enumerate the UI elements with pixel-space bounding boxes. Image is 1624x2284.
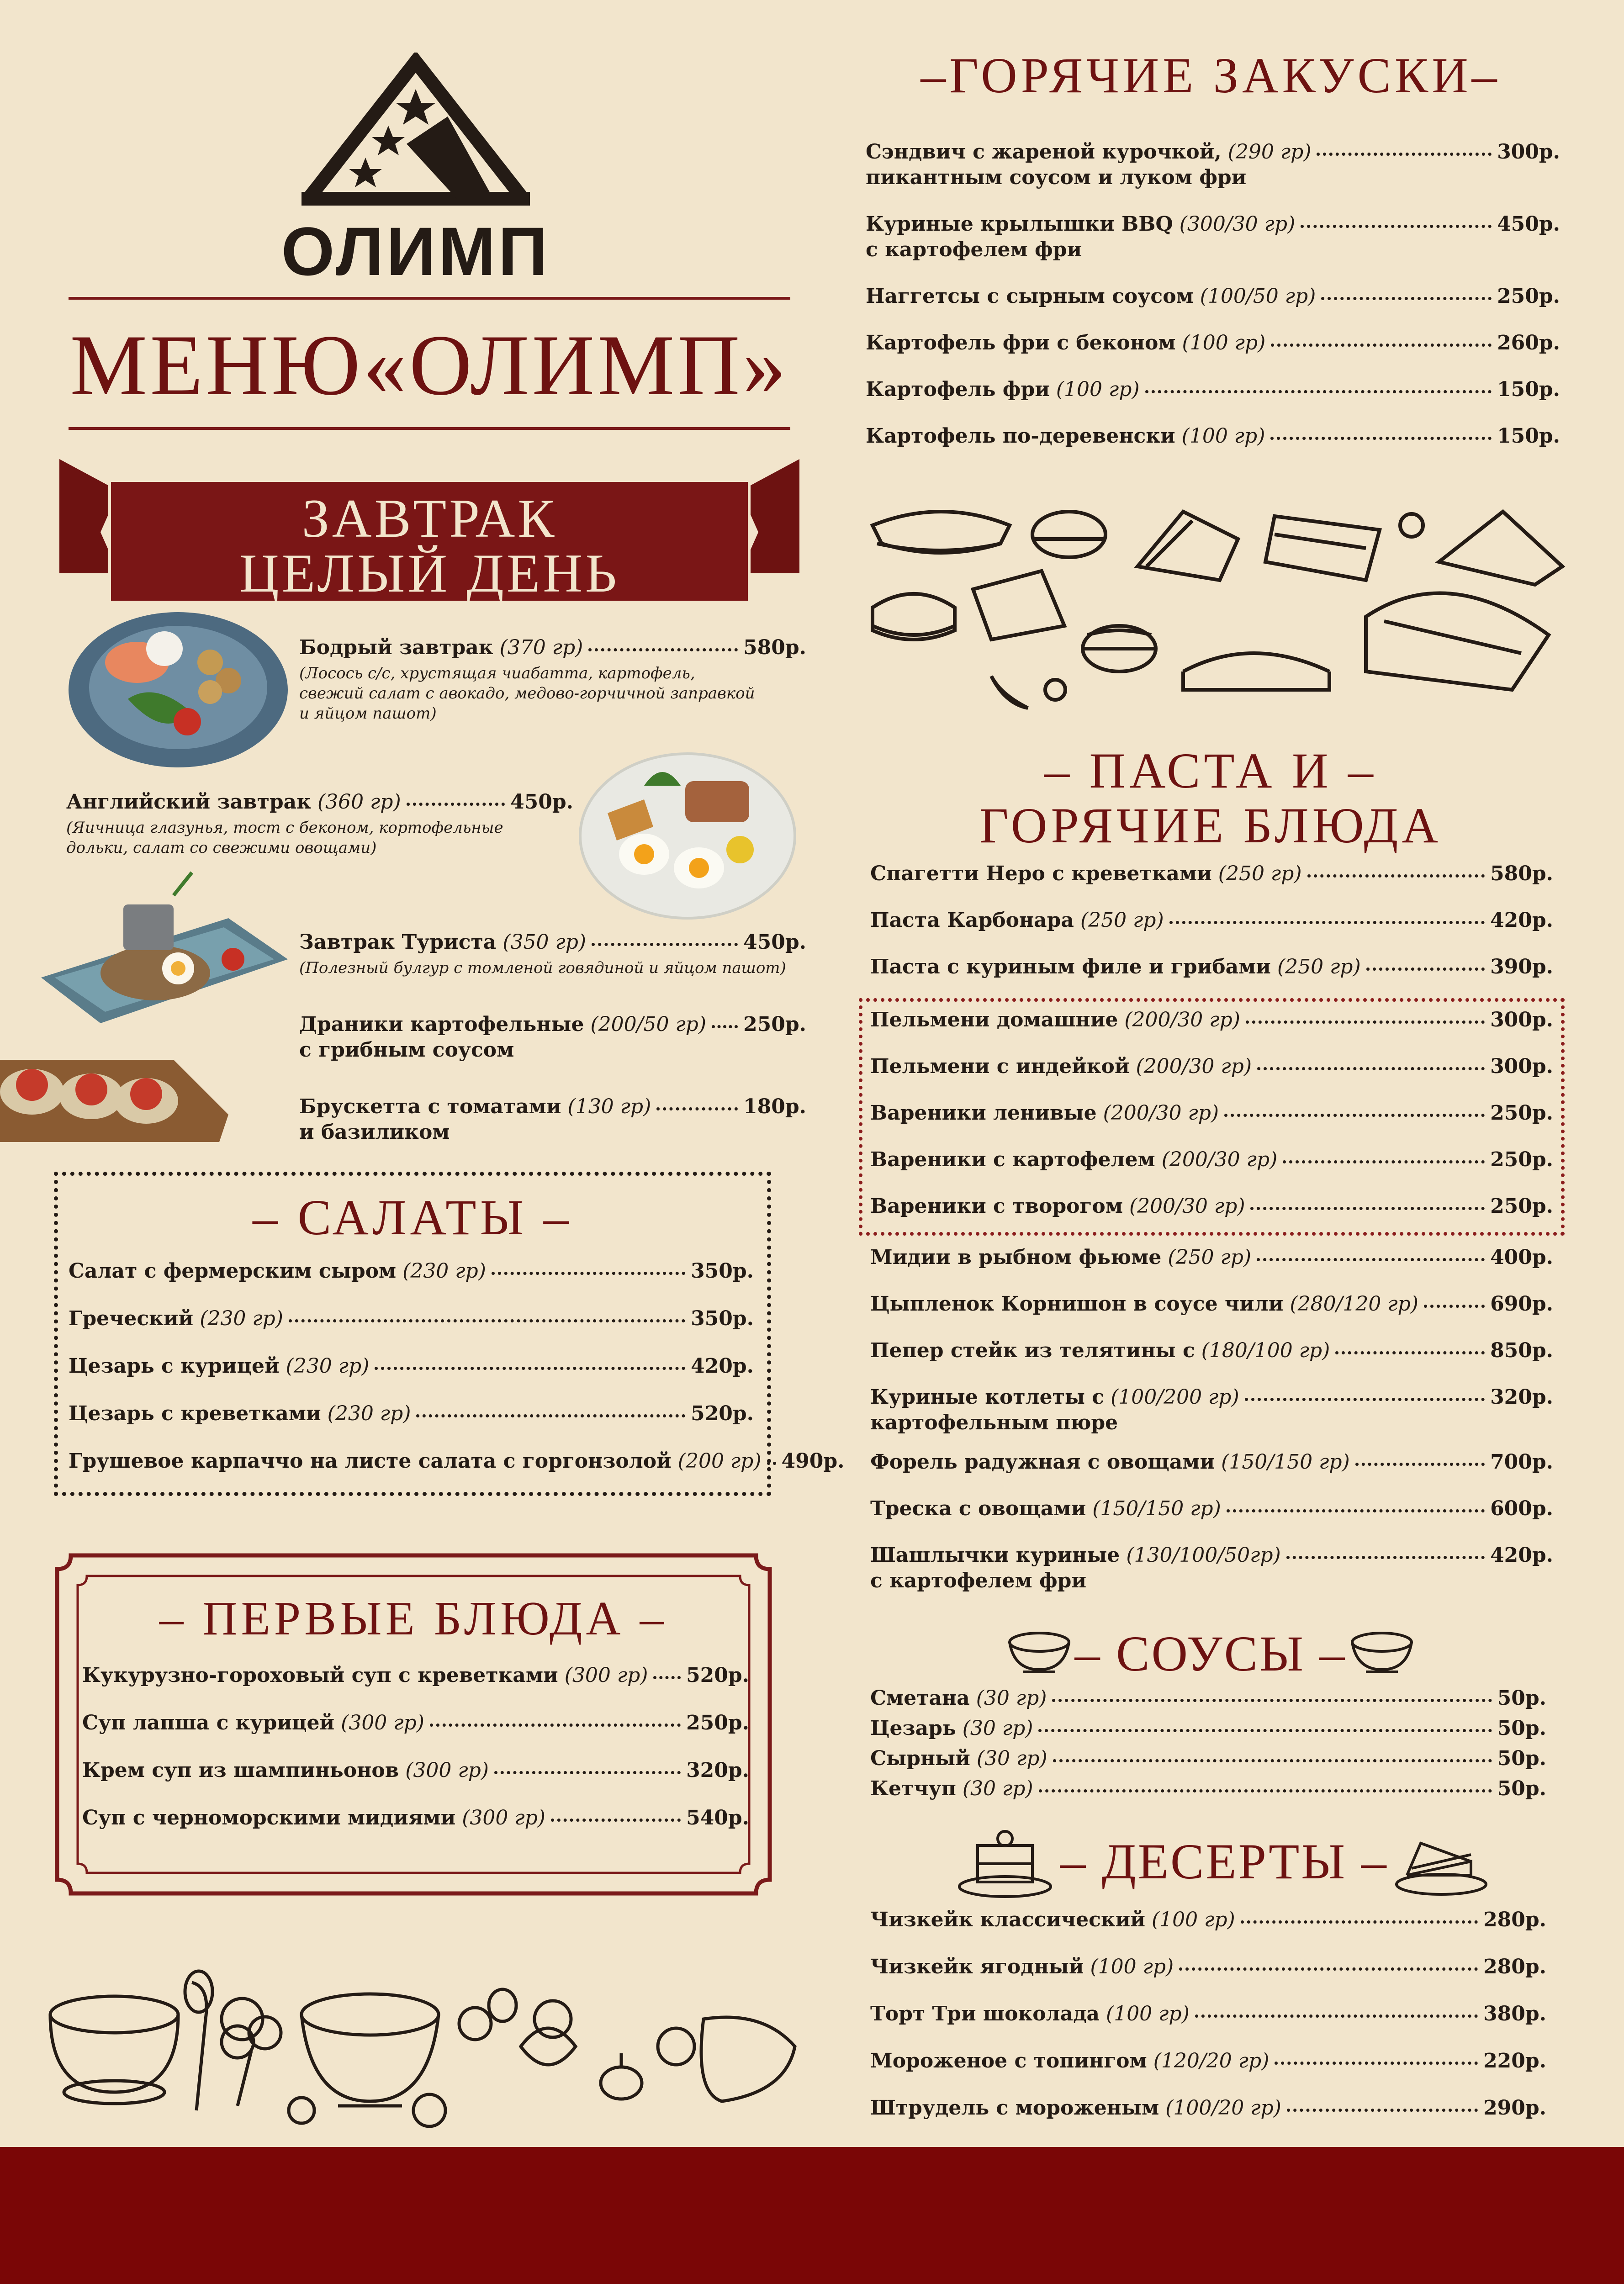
leader-dots xyxy=(1275,2062,1478,2065)
menu-item xyxy=(66,789,573,858)
item-weight: (250 гр) xyxy=(1080,909,1164,932)
item-weight: (30 гр) xyxy=(976,1687,1047,1710)
item-weight: (300/30 гр) xyxy=(1179,212,1296,236)
logo-mountain-icon xyxy=(256,53,576,226)
menu-item xyxy=(866,377,1560,402)
leader-dots xyxy=(1257,1258,1485,1261)
item-description: (Полезный булгур с томленой говядиной и яйцом пашот) xyxy=(299,959,786,977)
menu-item xyxy=(299,1094,806,1145)
item-price: 580р. xyxy=(743,636,806,659)
leader-dots xyxy=(1039,1789,1492,1792)
item-name: Вареники с творогом xyxy=(870,1195,1123,1218)
leader-dots xyxy=(1227,1509,1485,1512)
item-weight: (100 гр) xyxy=(1090,1955,1174,1978)
soup-sketch-illustration xyxy=(27,1964,804,2133)
item-price: 250р. xyxy=(686,1711,749,1734)
leader-dots xyxy=(1270,437,1492,440)
menu-item xyxy=(69,1353,754,1379)
item-name: Паста с куриным филе и грибами xyxy=(870,955,1271,978)
item-price: 280р. xyxy=(1483,1908,1546,1931)
item-price: 290р. xyxy=(1483,2096,1546,2120)
menu-item xyxy=(870,1449,1553,1475)
soups-title: – ПЕРВЫЕ БЛЮДА – xyxy=(159,1591,668,1645)
leader-dots xyxy=(1241,1920,1478,1924)
item-price: 300р. xyxy=(1490,1008,1553,1031)
item-price: 520р. xyxy=(691,1402,754,1425)
breakfast-item-5 xyxy=(299,1094,806,1145)
menu-item xyxy=(870,954,1553,980)
item-name: Пельмени домашние xyxy=(870,1008,1118,1031)
footer-band xyxy=(0,2147,1624,2284)
cake-icon xyxy=(955,1823,1055,1900)
item-weight: (300 гр) xyxy=(564,1664,648,1687)
leader-dots xyxy=(1307,874,1485,878)
item-name: Брускетта с томатами xyxy=(299,1095,561,1118)
item-price: 450р. xyxy=(1497,212,1560,236)
breakfast-plate-photo xyxy=(59,594,297,777)
item-weight: (280/120 гр) xyxy=(1290,1292,1418,1316)
menu-item xyxy=(866,139,1560,190)
item-name: Шашлычки куриные xyxy=(870,1544,1120,1567)
item-name: Грушевое карпаччо на листе салата с горгонзолой xyxy=(69,1449,672,1473)
item-price: 300р. xyxy=(1490,1055,1553,1078)
sauce-bowl-icon-right xyxy=(1348,1628,1416,1679)
menu-item xyxy=(870,2001,1546,2027)
item-description: (Лосось с/с, хрустящая чиабатта, картофель, свежий салат с авокадо, медово-горчичной заправкой и яйцом пашот) xyxy=(299,664,755,723)
item-weight: (300 гр) xyxy=(341,1711,424,1734)
salads-title: – САЛАТЫ – xyxy=(253,1190,572,1245)
leader-dots xyxy=(588,648,738,651)
item-name: Мороженое с топингом xyxy=(870,2049,1147,2073)
leader-dots xyxy=(430,1724,681,1727)
menu-item xyxy=(870,1543,1553,1594)
item-price: 580р. xyxy=(1490,862,1553,885)
item-name: Вареники ленивые xyxy=(870,1101,1097,1125)
item-price: 850р. xyxy=(1490,1339,1553,1362)
leader-dots xyxy=(1286,1556,1485,1559)
item-weight: (230 гр) xyxy=(200,1307,283,1330)
item-price: 180р. xyxy=(743,1095,806,1118)
menu-item xyxy=(299,1012,806,1063)
menu-item xyxy=(82,1758,749,1783)
menu-item xyxy=(870,1954,1546,1980)
item-weight: (300 гр) xyxy=(462,1806,545,1829)
item-name: Куриные крылышки BBQ xyxy=(866,212,1173,236)
item-subline: с картофелем фри xyxy=(866,238,1082,261)
item-weight: (200/30 гр) xyxy=(1161,1148,1278,1171)
pasta-title-line2: ГОРЯЧИЕ БЛЮДА xyxy=(979,798,1442,853)
item-price: 420р. xyxy=(1490,909,1553,932)
item-name: Суп лапша с курицей xyxy=(82,1711,335,1734)
item-name: Торт Три шоколада xyxy=(870,2002,1100,2025)
item-name: Пепер стейк из телятины с xyxy=(870,1339,1195,1362)
item-weight: (200 гр) xyxy=(677,1449,762,1473)
menu-item xyxy=(82,1710,749,1736)
breakfast-banner-line1: ЗАВТРАК xyxy=(302,488,557,549)
item-name: Чизкейк классический xyxy=(870,1908,1145,1931)
leader-dots xyxy=(1335,1351,1485,1354)
item-price: 50р. xyxy=(1497,1777,1546,1800)
item-name: Картофель фри xyxy=(866,378,1050,401)
menu-item xyxy=(870,1291,1553,1317)
item-weight: (180/100 гр) xyxy=(1201,1339,1330,1362)
item-weight: (370 гр) xyxy=(499,636,583,659)
item-weight: (290 гр) xyxy=(1227,140,1312,164)
item-name: Греческий xyxy=(69,1307,194,1330)
leader-dots xyxy=(1301,225,1492,228)
item-weight: (150/150 гр) xyxy=(1221,1450,1350,1474)
item-weight: (130 гр) xyxy=(567,1095,651,1118)
menu-item xyxy=(82,1805,749,1831)
menu-item xyxy=(870,908,1553,933)
menu-item xyxy=(866,284,1560,309)
breakfast-item-1 xyxy=(299,635,806,724)
item-subline: пикантным соусом и луком фри xyxy=(866,166,1247,189)
leader-dots xyxy=(375,1367,685,1370)
leader-dots xyxy=(1366,968,1485,971)
item-weight: (120/20 гр) xyxy=(1153,2049,1270,2073)
pasta-list-boxed xyxy=(870,1007,1553,1219)
leader-dots xyxy=(1424,1305,1485,1308)
leader-dots xyxy=(1287,2109,1478,2112)
item-price: 50р. xyxy=(1497,1687,1546,1710)
item-name: Картофель по-деревенски xyxy=(866,424,1175,448)
item-weight: (230 гр) xyxy=(286,1354,370,1378)
leader-dots xyxy=(1257,1067,1485,1070)
menu-item xyxy=(870,1746,1546,1771)
item-price: 50р. xyxy=(1497,1717,1546,1740)
item-weight: (30 гр) xyxy=(962,1777,1033,1800)
item-name: Наггетсы с сырным соусом xyxy=(866,285,1194,308)
item-name: Вареники с картофелем xyxy=(870,1148,1155,1171)
item-name: Суп с черноморскими мидиями xyxy=(82,1806,456,1829)
breakfast-item-3 xyxy=(299,930,806,978)
item-price: 450р. xyxy=(743,931,806,954)
item-name: Пельмени с индейкой xyxy=(870,1055,1130,1078)
leader-dots xyxy=(1321,297,1492,300)
menu-item xyxy=(866,423,1560,449)
leader-dots xyxy=(1179,1967,1478,1971)
hot-snacks-list xyxy=(866,139,1560,449)
sauces-list xyxy=(870,1686,1546,1802)
item-price: 380р. xyxy=(1483,2002,1546,2025)
desserts-list xyxy=(870,1907,1546,2121)
item-weight: (100/50 гр) xyxy=(1200,285,1316,308)
leader-dots xyxy=(492,1272,685,1275)
item-weight: (150/150 гр) xyxy=(1092,1497,1221,1520)
salads-list xyxy=(69,1258,845,1474)
item-name: Форель радужная с овощами xyxy=(870,1450,1215,1474)
logo-text: ОЛИМП xyxy=(281,213,550,290)
item-name: Кетчуп xyxy=(870,1777,956,1800)
title-rule-bottom xyxy=(69,427,790,430)
leader-dots xyxy=(1224,1114,1485,1117)
item-weight: (350 гр) xyxy=(503,931,587,954)
menu-item xyxy=(870,1776,1546,1802)
leader-dots xyxy=(407,803,505,806)
pasta-title-line1: – ПАСТА И – xyxy=(1044,743,1377,798)
item-subline: и базиликом xyxy=(299,1121,450,1144)
item-name: Картофель фри с беконом xyxy=(866,331,1176,354)
item-weight: (200/30 гр) xyxy=(1124,1008,1240,1031)
item-weight: (360 гр) xyxy=(317,790,401,814)
leader-dots xyxy=(1145,390,1492,393)
leader-dots xyxy=(1250,1207,1485,1210)
item-subline: с картофелем фри xyxy=(870,1569,1087,1592)
leader-dots xyxy=(592,943,738,946)
menu-item xyxy=(870,1245,1553,1270)
item-name: Драники картофельные xyxy=(299,1013,584,1036)
menu-item xyxy=(299,930,806,978)
leader-dots xyxy=(1355,1463,1485,1466)
item-weight: (250 гр) xyxy=(1277,955,1361,978)
item-description: (Яичница глазунья, тост с беконом, кортофельные дольки, салат со свежими овощами) xyxy=(66,819,503,857)
leader-dots xyxy=(767,1462,776,1465)
menu-item xyxy=(870,1716,1546,1741)
item-name: Крем суп из шампиньонов xyxy=(82,1759,399,1782)
item-price: 350р. xyxy=(691,1307,754,1330)
item-price: 250р. xyxy=(743,1013,806,1036)
item-name: Цезарь с креветками xyxy=(69,1402,321,1425)
leader-dots xyxy=(1052,1699,1492,1702)
leader-dots xyxy=(1195,2014,1478,2018)
menu-item xyxy=(870,1907,1546,1933)
item-name: Цезарь с курицей xyxy=(69,1354,280,1378)
item-price: 390р. xyxy=(1490,955,1553,978)
pasta-list-bottom xyxy=(870,1245,1553,1594)
item-weight: (230 гр) xyxy=(402,1259,486,1283)
breakfast-item-4 xyxy=(299,1012,806,1063)
leader-dots xyxy=(653,1676,681,1679)
soups-list xyxy=(82,1663,749,1831)
item-name: Паста Карбонара xyxy=(870,909,1074,932)
menu-item xyxy=(870,1100,1553,1126)
item-weight: (30 гр) xyxy=(962,1717,1033,1740)
menu-item xyxy=(870,1385,1553,1436)
item-price: 690р. xyxy=(1490,1292,1553,1316)
item-price: 250р. xyxy=(1490,1148,1553,1171)
leader-dots xyxy=(289,1319,685,1322)
page-title: МЕНЮ«ОЛИМП» xyxy=(70,317,789,413)
leader-dots xyxy=(1038,1729,1492,1732)
menu-item xyxy=(870,1496,1553,1522)
desserts-title: – ДЕСЕРТЫ – xyxy=(1060,1834,1388,1889)
item-name: Цезарь xyxy=(870,1717,956,1740)
item-price: 250р. xyxy=(1490,1195,1553,1218)
menu-item xyxy=(870,861,1553,887)
item-name: Английский завтрак xyxy=(66,790,311,814)
hot-snacks-title: –ГОРЯЧИЕ ЗАКУСКИ– xyxy=(920,48,1501,103)
item-price: 220р. xyxy=(1483,2049,1546,2073)
menu-item xyxy=(870,1338,1553,1364)
item-name: Штрудель с мороженым xyxy=(870,2096,1159,2120)
item-price: 600р. xyxy=(1490,1497,1553,1520)
item-name: Мидии в рыбном фьюме xyxy=(870,1246,1162,1269)
item-price: 300р. xyxy=(1497,140,1560,164)
logo xyxy=(256,53,576,290)
leader-dots xyxy=(1317,153,1492,156)
menu-item xyxy=(866,330,1560,356)
leader-dots xyxy=(1169,921,1485,924)
english-breakfast-photo xyxy=(576,745,799,923)
menu-item xyxy=(870,1007,1553,1033)
item-weight: (200/50 гр) xyxy=(590,1013,707,1036)
item-price: 520р. xyxy=(686,1664,749,1687)
item-name: Салат с фермерским сыром xyxy=(69,1259,397,1283)
item-weight: (100 гр) xyxy=(1106,2002,1190,2025)
menu-item xyxy=(870,2095,1546,2121)
item-weight: (230 гр) xyxy=(327,1402,411,1425)
item-price: 400р. xyxy=(1490,1246,1553,1269)
menu-item xyxy=(69,1306,754,1332)
menu-item xyxy=(82,1663,749,1688)
item-weight: (100 гр) xyxy=(1151,1908,1235,1931)
item-name: Треска с овощами xyxy=(870,1497,1086,1520)
item-weight: (200/30 гр) xyxy=(1136,1055,1252,1078)
menu-item xyxy=(866,211,1560,263)
menu-item xyxy=(299,635,806,724)
sandwich-sketch-illustration xyxy=(863,498,1567,717)
item-price: 540р. xyxy=(686,1806,749,1829)
item-price: 280р. xyxy=(1483,1955,1546,1978)
menu-item xyxy=(69,1449,845,1474)
item-price: 250р. xyxy=(1490,1101,1553,1125)
item-price: 150р. xyxy=(1497,424,1560,448)
item-weight: (250 гр) xyxy=(1168,1246,1252,1269)
item-price: 250р. xyxy=(1497,285,1560,308)
item-weight: (100/20 гр) xyxy=(1165,2096,1281,2120)
item-price: 150р. xyxy=(1497,378,1560,401)
item-weight: (100 гр) xyxy=(1181,424,1265,448)
leader-dots xyxy=(551,1819,681,1822)
item-price: 490р. xyxy=(781,1449,845,1473)
tourist-breakfast-photo xyxy=(37,868,292,1042)
title-rule-top xyxy=(69,297,790,300)
item-name: Сэндвич с жареной курочкой, xyxy=(866,140,1222,164)
sauces-title: – СОУСЫ – xyxy=(1074,1626,1347,1681)
item-subline: с грибным соусом xyxy=(299,1038,514,1062)
item-name: Кукурузно-гороховый суп с креветками xyxy=(82,1664,558,1687)
item-price: 420р. xyxy=(691,1354,754,1378)
item-name: Куриные котлеты с xyxy=(870,1385,1105,1409)
item-price: 320р. xyxy=(1490,1385,1553,1409)
item-price: 350р. xyxy=(691,1259,754,1283)
menu-item xyxy=(870,1686,1546,1711)
item-name: Бодрый завтрак xyxy=(299,636,493,659)
item-name: Чизкейк ягодный xyxy=(870,1955,1084,1978)
leader-dots xyxy=(1053,1759,1492,1762)
bruschetta-photo xyxy=(0,1032,233,1156)
sauce-bowl-icon xyxy=(1005,1628,1074,1679)
leader-dots xyxy=(1246,1020,1485,1024)
leader-dots xyxy=(494,1771,681,1774)
leader-dots xyxy=(1245,1398,1485,1401)
breakfast-banner-line2: ЦЕЛЫЙ ДЕНЬ xyxy=(239,543,619,603)
item-price: 320р. xyxy=(686,1759,749,1782)
cake-slice-icon xyxy=(1393,1825,1489,1898)
item-price: 420р. xyxy=(1490,1544,1553,1567)
menu-item xyxy=(870,1147,1553,1173)
item-weight: (300 гр) xyxy=(405,1759,489,1782)
item-name: Сырный xyxy=(870,1747,970,1770)
item-weight: (100 гр) xyxy=(1182,331,1266,354)
item-price: 50р. xyxy=(1497,1747,1546,1770)
leader-dots xyxy=(712,1025,738,1028)
item-price: 450р. xyxy=(510,790,573,814)
breakfast-item-2 xyxy=(66,789,573,858)
item-weight: (30 гр) xyxy=(976,1747,1047,1770)
menu-item xyxy=(69,1258,754,1284)
leader-dots xyxy=(656,1107,738,1110)
leader-dots xyxy=(1271,344,1492,347)
item-weight: (200/30 гр) xyxy=(1103,1101,1219,1125)
item-weight: (200/30 гр) xyxy=(1129,1195,1245,1218)
item-weight: (100 гр) xyxy=(1056,378,1140,401)
menu-item xyxy=(870,1194,1553,1219)
item-subline: картофельным пюре xyxy=(870,1411,1118,1434)
menu-item xyxy=(69,1401,754,1427)
item-weight: (250 гр) xyxy=(1218,862,1302,885)
item-price: 260р. xyxy=(1497,331,1560,354)
item-weight: (130/100/50гр) xyxy=(1126,1544,1281,1567)
item-name: Спагетти Неро с креветками xyxy=(870,862,1212,885)
leader-dots xyxy=(416,1414,685,1417)
leader-dots xyxy=(1283,1160,1485,1163)
item-name: Завтрак Туриста xyxy=(299,931,497,954)
item-weight: (100/200 гр) xyxy=(1111,1385,1239,1409)
menu-item xyxy=(870,1054,1553,1079)
item-name: Сметана xyxy=(870,1687,970,1710)
item-price: 700р. xyxy=(1490,1450,1553,1474)
pasta-list-top xyxy=(870,861,1553,980)
item-name: Цыпленок Корнишон в соусе чили xyxy=(870,1292,1284,1316)
menu-item xyxy=(870,2048,1546,2074)
